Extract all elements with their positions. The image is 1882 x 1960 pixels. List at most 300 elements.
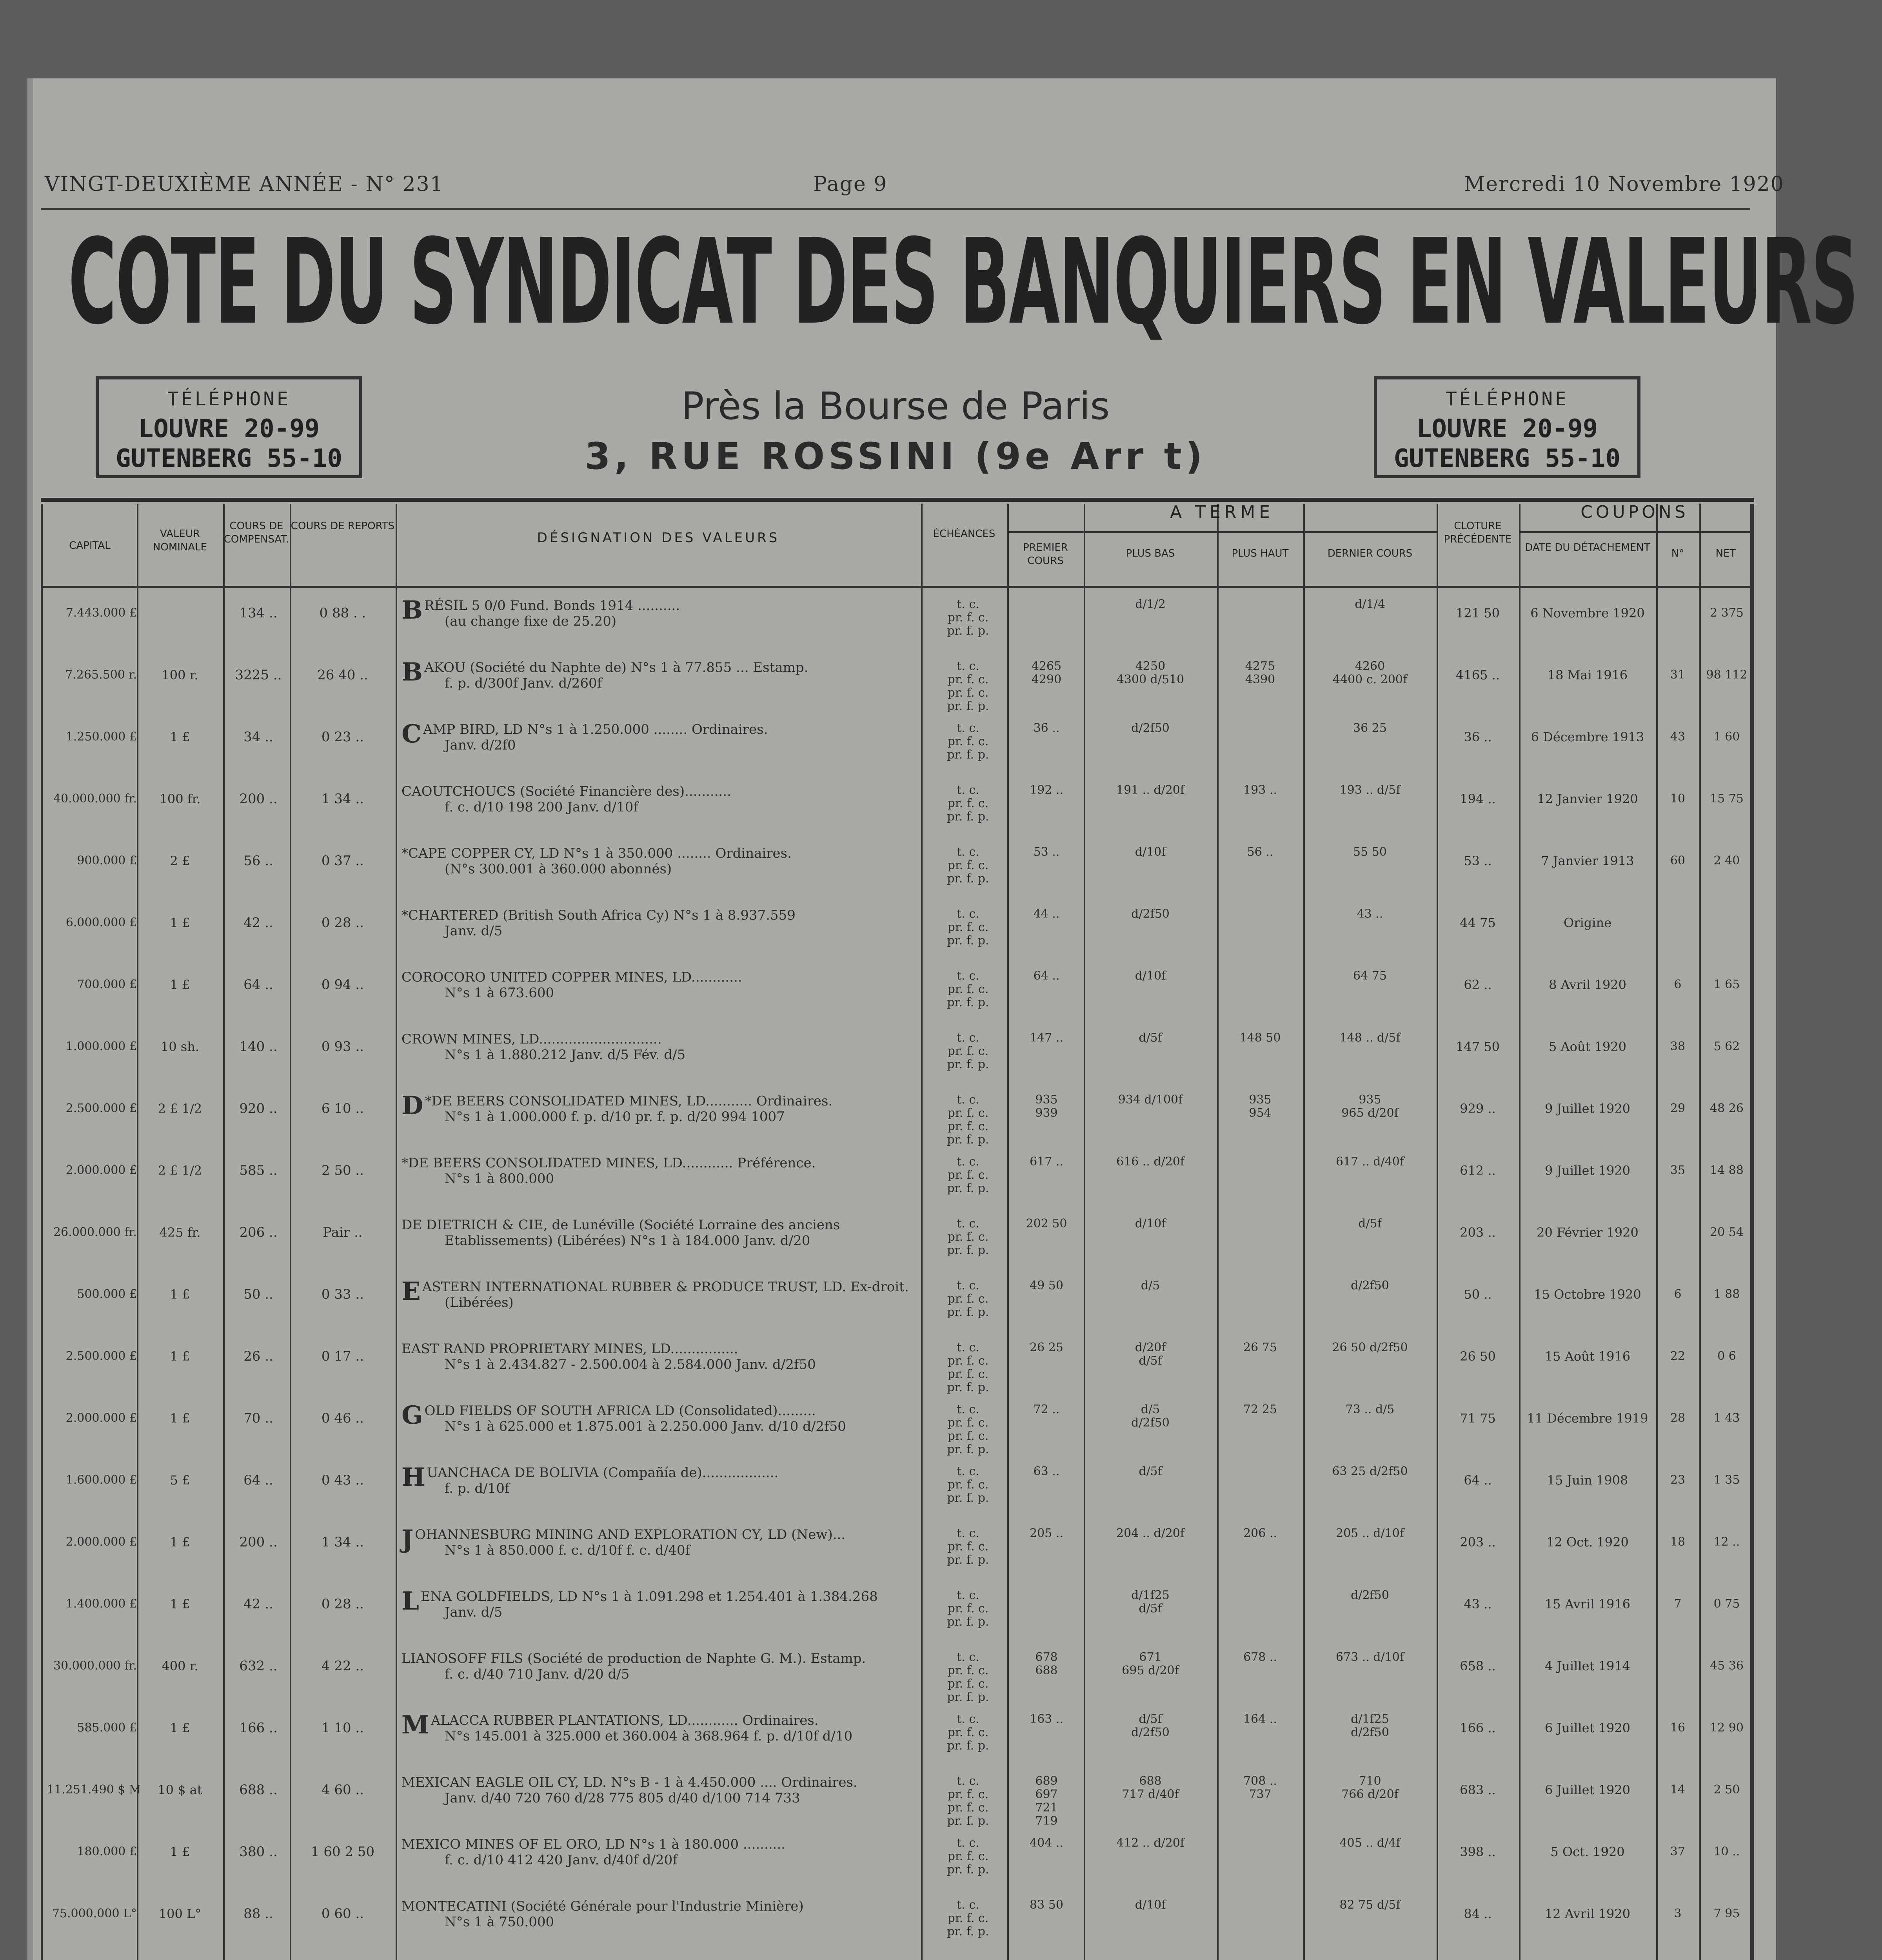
col-designation: DÉSIGNATION DES VALEURS xyxy=(537,530,780,546)
cell-coupon-numero: 37 xyxy=(1670,1845,1686,1858)
cell-capital: 2.000.000 £ xyxy=(65,1411,137,1425)
designation-details: (au change fixe de 25.20) xyxy=(445,613,617,629)
table-row xyxy=(43,1465,1752,1527)
cell-cloture: 612 .. xyxy=(1460,1163,1496,1178)
table-row xyxy=(43,1279,1752,1341)
designation-initial: D xyxy=(401,1091,423,1120)
cell-dernier-cours: 4260 4400 c. 200f xyxy=(1332,659,1408,686)
cell-coupon-date: 8 Avril 1920 xyxy=(1549,977,1626,992)
cell-coupon-date: 6 Décembre 1913 xyxy=(1531,730,1644,744)
cell-capital: 1.600.000 £ xyxy=(65,1473,137,1487)
cell-coupon-numero: 22 xyxy=(1670,1349,1686,1363)
cell-coupon-net: 48 26 xyxy=(1710,1102,1744,1115)
table-row xyxy=(43,784,1752,846)
table-row xyxy=(43,1217,1752,1279)
cell-coupon-date: 9 Juillet 1920 xyxy=(1544,1163,1631,1178)
cell-plus-bas: d/5f d/2f50 xyxy=(1131,1712,1170,1739)
col-plus-bas: PLUS BAS xyxy=(1126,548,1175,559)
a-terme-rule xyxy=(1007,531,1437,533)
cell-coupon-date: 11 Décembre 1919 xyxy=(1527,1411,1648,1426)
cell-plus-bas: d/5 d/2f50 xyxy=(1131,1403,1170,1430)
designation-name: EAST RAND PROPRIETARY MINES, LD................ xyxy=(401,1341,738,1357)
cell-cours-compensation: 64 .. xyxy=(243,977,273,993)
cell-coupon-numero: 38 xyxy=(1670,1040,1686,1053)
cell-echeances: t. c. pr. f. c. pr. f. p. xyxy=(947,1526,989,1567)
cell-echeances: t. c. pr. f. c. pr. f. c. pr. f. p. xyxy=(947,1341,989,1394)
cell-valeur-nominale: 1 £ xyxy=(170,1720,190,1735)
cell-coupon-numero: 43 xyxy=(1670,730,1686,744)
cell-dernier-cours: 193 .. d/5f xyxy=(1339,783,1401,797)
cell-designation xyxy=(401,1093,919,1125)
telephone-line-2: GUTENBERG 55-10 xyxy=(116,444,342,473)
col-cours-reports: COURS DE REPORTS xyxy=(291,520,395,532)
designation-details: N°s 145.001 à 325.000 et 360.004 à 368.964 f. p. d/10f d/10 xyxy=(445,1728,853,1744)
designation-name: *CHARTERED (British South Africa Cy) N°s 1 à 8.937.559 xyxy=(401,907,796,923)
cell-designation xyxy=(401,1279,919,1310)
cell-dernier-cours: 36 25 xyxy=(1353,721,1387,735)
telephone-line-1: LOUVRE 20-99 xyxy=(1416,414,1598,443)
cell-echeances: t. c. pr. f. c. pr. f. p. xyxy=(947,721,989,762)
cell-premier-cours: 935 939 xyxy=(1035,1093,1058,1120)
cell-cloture: 203 .. xyxy=(1460,1535,1496,1550)
cell-echeances: t. c. pr. f. c. pr. f. p. xyxy=(947,1217,989,1257)
cell-coupon-net: 12 90 xyxy=(1710,1721,1744,1735)
header-rule xyxy=(41,208,1750,210)
cell-designation xyxy=(401,1775,919,1806)
cell-dernier-cours: 82 75 d/5f xyxy=(1339,1898,1401,1912)
designation-details: N°s 1 à 850.000 f. c. d/10f f. c. d/40f xyxy=(445,1543,690,1558)
designation-details: f. c. d/40 710 Janv. d/20 d/5 xyxy=(445,1666,630,1682)
cell-coupon-date: 18 Mai 1916 xyxy=(1547,668,1628,682)
designation-details: N°s 1 à 625.000 et 1.875.001 à 2.250.000 Janv. d/10 d/2f50 xyxy=(445,1419,846,1434)
telephone-label: TÉLÉPHONE xyxy=(167,388,291,410)
cell-cloture: 36 .. xyxy=(1464,730,1492,744)
designation-details: Janv. d/40 720 760 d/28 775 805 d/40 d/100 714 733 xyxy=(445,1790,800,1806)
cell-plus-bas: d/5f xyxy=(1139,1465,1162,1478)
col-net: NET xyxy=(1715,548,1736,559)
cell-dernier-cours: 148 .. d/5f xyxy=(1339,1031,1401,1045)
cell-cours-reports: 0 37 .. xyxy=(321,853,364,869)
cell-coupon-net: 45 36 xyxy=(1710,1659,1744,1673)
cell-premier-cours: 689 697 721 719 xyxy=(1035,1774,1058,1828)
col-valeur: VALEUR NOMINALE xyxy=(153,528,207,553)
cell-cours-compensation: 140 .. xyxy=(239,1039,278,1054)
cell-echeances: t. c. pr. f. c. pr. f. c. pr. f. p. xyxy=(947,1650,989,1704)
cell-echeances: t. c. pr. f. c. pr. f. c. pr. f. p. xyxy=(947,1774,989,1828)
cell-capital: 1.400.000 £ xyxy=(65,1597,137,1611)
cell-echeances: t. c. pr. f. c. pr. f. p. xyxy=(947,1712,989,1753)
designation-name: RÉSIL 5 0/0 Fund. Bonds 1914 .......... xyxy=(424,598,680,613)
cell-valeur-nominale: 425 fr. xyxy=(159,1225,201,1240)
cell-cloture: 84 .. xyxy=(1464,1906,1492,1921)
cell-plus-bas: d/1f25 d/5f xyxy=(1131,1588,1170,1615)
cell-dernier-cours: 405 .. d/4f xyxy=(1339,1836,1401,1850)
cell-cloture: 26 50 xyxy=(1460,1349,1496,1364)
cell-cours-compensation: 920 .. xyxy=(239,1101,278,1116)
quotation-table xyxy=(41,504,1754,1960)
cell-cloture: 929 .. xyxy=(1460,1101,1496,1116)
cell-cours-reports: 0 46 .. xyxy=(321,1410,364,1426)
cell-cours-reports: 0 94 .. xyxy=(321,977,364,993)
cell-dernier-cours: 73 .. d/5 xyxy=(1345,1403,1395,1416)
cell-plus-haut: 56 .. xyxy=(1247,845,1273,859)
designation-details: f. p. d/300f Janv. d/260f xyxy=(445,675,602,691)
cell-plus-haut: 193 .. xyxy=(1243,783,1277,797)
cell-premier-cours: 83 50 xyxy=(1030,1898,1063,1912)
cell-plus-bas: d/5 xyxy=(1141,1279,1160,1292)
cell-valeur-nominale: 100 fr. xyxy=(159,791,201,806)
cell-coupon-numero: 16 xyxy=(1670,1721,1686,1735)
cell-capital: 11.251.490 $ M xyxy=(47,1783,141,1797)
cell-cloture: 62 .. xyxy=(1464,977,1492,992)
cell-cloture: 44 75 xyxy=(1460,915,1496,930)
cell-premier-cours: 26 25 xyxy=(1030,1341,1063,1354)
table-row xyxy=(43,846,1752,907)
cell-coupon-numero: 6 xyxy=(1674,1287,1682,1301)
cell-plus-bas: d/20f d/5f xyxy=(1135,1341,1166,1368)
table-row xyxy=(43,1775,1752,1837)
cell-designation xyxy=(401,969,919,1001)
table-row xyxy=(43,1710,1752,1775)
cell-premier-cours: 404 .. xyxy=(1030,1836,1063,1850)
designation-initial: B xyxy=(401,657,423,687)
cell-dernier-cours: d/1f25 d/2f50 xyxy=(1351,1712,1389,1739)
cell-cours-reports: 2 50 .. xyxy=(321,1163,364,1178)
designation-details: f. c. d/10 198 200 Janv. d/10f xyxy=(445,799,638,815)
cell-cours-compensation: 200 .. xyxy=(239,1534,278,1550)
cell-capital: 75.000.000 L° xyxy=(52,1907,137,1920)
designation-initial: E xyxy=(401,1277,421,1306)
cell-cours-reports: 0 60 .. xyxy=(321,1906,364,1922)
cell-designation xyxy=(401,1837,919,1868)
cell-plus-bas: d/10f xyxy=(1135,845,1166,859)
cell-capital: 585.000 £ xyxy=(77,1721,137,1735)
cell-coupon-net: 98 112 xyxy=(1706,668,1748,682)
cell-capital: 2.000.000 £ xyxy=(65,1535,137,1549)
cell-plus-bas: 934 d/100f xyxy=(1118,1093,1183,1107)
cell-capital: 40.000.000 fr. xyxy=(53,792,137,806)
designation-initial: J xyxy=(401,1524,414,1554)
cell-premier-cours: 53 .. xyxy=(1033,845,1060,859)
cell-valeur-nominale: 100 r. xyxy=(162,668,198,682)
cell-cloture: 50 .. xyxy=(1464,1287,1492,1302)
cell-capital: 180.000 £ xyxy=(77,1845,137,1858)
cell-coupon-date: 12 Janvier 1920 xyxy=(1537,791,1638,806)
cell-coupon-net: 1 88 xyxy=(1713,1287,1740,1301)
designation-initial: G xyxy=(401,1401,423,1430)
cell-plus-haut: 206 .. xyxy=(1243,1526,1277,1540)
cell-cloture: 398 .. xyxy=(1460,1844,1496,1859)
cell-echeances: t. c. pr. f. c. pr. f. p. xyxy=(947,783,989,824)
cell-plus-bas: d/2f50 xyxy=(1131,721,1170,735)
cell-coupon-net: 14 88 xyxy=(1710,1163,1744,1177)
cell-echeances: t. c. pr. f. c. pr. f. p. xyxy=(947,1588,989,1629)
cell-cours-compensation: 200 .. xyxy=(239,791,278,807)
cell-cours-compensation: 42 .. xyxy=(243,915,273,931)
designation-name: ALACCA RUBBER PLANTATIONS, LD............ Ordinaires. xyxy=(431,1713,819,1728)
designation-details: f. p. d/10f xyxy=(445,1481,510,1496)
cell-premier-cours: 36 .. xyxy=(1033,721,1060,735)
cell-coupon-date: 20 Février 1920 xyxy=(1537,1225,1639,1240)
table-row xyxy=(43,1093,1752,1155)
coupons-rule xyxy=(1519,531,1752,533)
cell-coupon-date: 7 Janvier 1913 xyxy=(1541,853,1634,868)
cell-premier-cours: 163 .. xyxy=(1030,1712,1063,1726)
designation-name: MEXICO MINES OF EL ORO, LD N°s 1 à 180.000 .......... xyxy=(401,1837,785,1852)
table-row xyxy=(43,1403,1752,1465)
cell-dernier-cours: d/5f xyxy=(1358,1217,1382,1230)
designation-name: ASTERN INTERNATIONAL RUBBER & PRODUCE TRUST, LD. Ex-droit. xyxy=(422,1279,909,1295)
designation-name: AKOU (Société du Naphte de) N°s 1 à 77.855 ... Estamp. xyxy=(424,660,808,675)
cell-coupon-date: 5 Août 1920 xyxy=(1549,1039,1626,1054)
cell-valeur-nominale: 2 £ 1/2 xyxy=(158,1101,202,1116)
cell-cours-compensation: 380 .. xyxy=(239,1844,278,1860)
cell-coupon-numero: 10 xyxy=(1670,792,1686,806)
cell-coupon-net: 1 35 xyxy=(1713,1473,1740,1487)
designation-initial: M xyxy=(401,1710,429,1740)
cell-cours-compensation: 632 .. xyxy=(239,1658,278,1674)
cell-premier-cours: 4265 4290 xyxy=(1031,659,1062,686)
cell-designation xyxy=(401,1341,919,1372)
cell-cours-reports: 4 22 .. xyxy=(321,1658,364,1674)
cell-cours-compensation: 70 .. xyxy=(243,1410,273,1426)
cell-designation xyxy=(401,846,919,877)
cell-designation xyxy=(401,1403,919,1434)
cell-coupon-date: 6 Juillet 1920 xyxy=(1544,1720,1631,1735)
designation-initial: B xyxy=(401,595,423,625)
cell-cours-reports: 0 17 .. xyxy=(321,1348,364,1364)
cell-coupon-date: Origine xyxy=(1563,915,1612,930)
table-row xyxy=(43,719,1752,784)
cell-coupon-date: 15 Août 1916 xyxy=(1544,1349,1631,1364)
cell-coupon-date: 6 Novembre 1920 xyxy=(1530,606,1645,621)
cell-plus-haut: 4275 4390 xyxy=(1245,659,1275,686)
cell-capital: 2.500.000 £ xyxy=(65,1349,137,1363)
cell-valeur-nominale: 400 r. xyxy=(162,1659,198,1673)
cell-designation xyxy=(401,719,919,753)
page-title: COTE DU SYNDICAT DES BANQUIERS EN VALEURS xyxy=(68,214,1858,350)
cell-plus-haut: 72 25 xyxy=(1243,1403,1277,1416)
cell-capital: 6.000.000 £ xyxy=(65,916,137,929)
cell-cours-compensation: 166 .. xyxy=(239,1720,278,1736)
cell-plus-haut: 26 75 xyxy=(1243,1341,1277,1354)
designation-details: Janv. d/2f0 xyxy=(445,737,516,753)
cell-cours-compensation: 3225 .. xyxy=(235,667,282,683)
table-row xyxy=(43,1155,1752,1217)
cell-premier-cours: 678 688 xyxy=(1035,1650,1058,1677)
cell-designation xyxy=(401,1710,919,1744)
cell-plus-bas: 671 695 d/20f xyxy=(1122,1650,1179,1677)
designation-name: *CAPE COPPER CY, LD N°s 1 à 350.000 ........ Ordinaires. xyxy=(401,846,792,861)
table-row xyxy=(43,1651,1752,1713)
cell-valeur-nominale: 1 £ xyxy=(170,1535,190,1550)
cell-cours-compensation: 688 .. xyxy=(239,1782,278,1798)
cell-plus-bas: d/2f50 xyxy=(1131,907,1170,921)
cell-coupon-numero: 23 xyxy=(1670,1473,1686,1487)
cell-designation xyxy=(401,1898,919,1930)
cell-valeur-nominale: 10 $ at xyxy=(158,1782,202,1797)
telephone-box-left xyxy=(96,376,362,478)
designation-name: MEXICAN EAGLE OIL CY, LD. N°s B - 1 à 4.450.000 .... Ordinaires. xyxy=(401,1775,857,1790)
cell-plus-bas: d/10f xyxy=(1135,1898,1166,1912)
cell-plus-bas: 412 .. d/20f xyxy=(1116,1836,1184,1850)
cell-cloture: 658 .. xyxy=(1460,1659,1496,1673)
col-echeances: ÉCHÉANCES xyxy=(933,528,995,540)
cell-valeur-nominale: 1 £ xyxy=(170,1844,190,1859)
cell-cloture: 147 50 xyxy=(1456,1039,1500,1054)
cell-valeur-nominale: 100 L° xyxy=(158,1906,202,1921)
designation-name: UANCHACA DE BOLIVIA (Compañía de).................. xyxy=(427,1465,779,1481)
telephone-line-1: LOUVRE 20-99 xyxy=(138,414,320,443)
cell-premier-cours: 44 .. xyxy=(1033,907,1060,921)
cell-plus-bas: 204 .. d/20f xyxy=(1116,1526,1184,1540)
cell-coupon-date: 15 Juin 1908 xyxy=(1547,1473,1628,1488)
cell-premier-cours: 49 50 xyxy=(1030,1279,1063,1292)
cell-capital: 26.000.000 fr. xyxy=(53,1225,137,1239)
designation-details: (N°s 300.001 à 360.000 abonnés) xyxy=(445,861,672,877)
cell-echeances: t. c. pr. f. c. pr. f. p. xyxy=(947,1898,989,1938)
cell-coupon-date: 12 Oct. 1920 xyxy=(1546,1535,1629,1550)
cell-cours-compensation: 585 .. xyxy=(239,1163,278,1178)
cell-plus-haut: 164 .. xyxy=(1243,1712,1277,1726)
cell-dernier-cours: 64 75 xyxy=(1353,969,1387,983)
cell-cours-reports: 6 10 .. xyxy=(321,1101,364,1116)
cell-plus-bas: d/10f xyxy=(1135,969,1166,983)
cell-coupon-net: 2 375 xyxy=(1710,606,1744,620)
cell-coupon-net: 0 6 xyxy=(1717,1349,1736,1363)
cell-coupon-net: 1 43 xyxy=(1713,1411,1740,1425)
cell-coupon-numero: 28 xyxy=(1670,1411,1686,1425)
cell-capital: 2.500.000 £ xyxy=(65,1102,137,1115)
telephone-label: TÉLÉPHONE xyxy=(1445,388,1569,410)
table-row xyxy=(43,1031,1752,1093)
cell-cloture: 203 .. xyxy=(1460,1225,1496,1240)
col-dernier-cours: DERNIER COURS xyxy=(1327,548,1413,559)
cell-coupon-net: 2 40 xyxy=(1713,854,1740,867)
cell-premier-cours: 64 .. xyxy=(1033,969,1060,983)
cell-dernier-cours: 617 .. d/40f xyxy=(1336,1155,1404,1169)
col-cours-compensation: COURS DE COMPENSAT. xyxy=(223,520,289,545)
designation-name: CAOUTCHOUCS (Société Financière des)........... xyxy=(401,784,731,799)
cell-cours-reports: 1 34 .. xyxy=(321,791,364,807)
designation-name: ENA GOLDFIELDS, LD N°s 1 à 1.091.298 et 1.254.401 à 1.384.268 xyxy=(421,1589,878,1604)
cell-premier-cours: 63 .. xyxy=(1033,1465,1060,1478)
cell-dernier-cours: 26 50 d/2f50 xyxy=(1332,1341,1408,1354)
cell-coupon-numero: 14 xyxy=(1670,1783,1686,1797)
cell-cours-reports: 1 10 .. xyxy=(321,1720,364,1736)
cell-plus-bas: 616 .. d/20f xyxy=(1116,1155,1184,1169)
table-row xyxy=(43,657,1752,722)
cell-cloture: 4165 .. xyxy=(1456,668,1500,682)
cell-cours-reports: 0 28 .. xyxy=(321,915,364,931)
cell-coupon-numero: 29 xyxy=(1670,1102,1686,1115)
cell-echeances: t. c. pr. f. c. pr. f. c. pr. f. p. xyxy=(947,1093,989,1147)
designation-initial: H xyxy=(401,1463,425,1492)
cell-premier-cours: 202 50 xyxy=(1026,1217,1067,1230)
cell-cours-reports: 4 60 .. xyxy=(321,1782,364,1798)
subtitle: Près la Bourse de Paris xyxy=(681,384,1110,428)
cell-cours-reports: 1 34 .. xyxy=(321,1534,364,1550)
cell-cours-reports: 0 28 .. xyxy=(321,1596,364,1612)
cell-designation xyxy=(401,1651,919,1682)
cell-coupon-date: 12 Avril 1920 xyxy=(1544,1906,1631,1921)
cell-cloture: 194 .. xyxy=(1460,791,1496,806)
designation-initial: C xyxy=(401,719,421,749)
col-premier-cours: PREMIER COURS xyxy=(1023,542,1068,567)
cell-cloture: 121 50 xyxy=(1456,606,1500,621)
telephone-line-2: GUTENBERG 55-10 xyxy=(1394,444,1620,473)
designation-name: MONTECATINI (Société Générale pour l'Industrie Minière) xyxy=(401,1898,804,1914)
cell-capital: 1.250.000 £ xyxy=(65,730,137,744)
cell-designation xyxy=(401,595,919,629)
cell-cloture: 64 .. xyxy=(1464,1473,1492,1488)
issue-number: VINGT-DEUXIÈME ANNÉE - N° 231 xyxy=(45,172,444,196)
cell-designation xyxy=(401,907,919,939)
cell-capital: 7.443.000 £ xyxy=(65,606,137,620)
cell-designation xyxy=(401,1524,919,1558)
cell-cours-reports: 0 88 . . xyxy=(319,605,366,621)
cell-valeur-nominale: 1 £ xyxy=(170,1349,190,1364)
cell-dernier-cours: 43 .. xyxy=(1357,907,1383,921)
designation-details: (Libérées) xyxy=(445,1295,514,1310)
header-bottom-rule xyxy=(43,586,1752,588)
cell-echeances: t. c. pr. f. c. pr. f. p. xyxy=(947,969,989,1009)
cell-premier-cours: 192 .. xyxy=(1030,783,1063,797)
cell-cours-reports: Pair .. xyxy=(323,1225,363,1240)
designation-details: N°s 1 à 750.000 xyxy=(445,1914,554,1930)
cell-cloture: 53 .. xyxy=(1464,853,1492,868)
cell-plus-bas: 688 717 d/40f xyxy=(1122,1774,1179,1801)
table-top-rule xyxy=(41,498,1754,502)
cell-cours-reports: 0 33 .. xyxy=(321,1287,364,1302)
cell-cloture: 166 .. xyxy=(1460,1720,1496,1735)
cell-capital: 1.000.000 £ xyxy=(65,1040,137,1053)
cell-cours-compensation: 56 .. xyxy=(243,853,273,869)
cell-capital: 700.000 £ xyxy=(77,978,137,991)
cell-echeances: t. c. pr. f. c. pr. f. p. xyxy=(947,907,989,947)
cell-cours-compensation: 50 .. xyxy=(243,1287,273,1302)
cell-cloture: 43 .. xyxy=(1464,1597,1492,1612)
cell-coupon-net: 1 65 xyxy=(1713,978,1740,991)
cell-dernier-cours: 673 .. d/10f xyxy=(1336,1650,1404,1664)
designation-name: COROCORO UNITED COPPER MINES, LD............ xyxy=(401,969,742,985)
cell-designation xyxy=(401,1031,919,1063)
designation-name: CROWN MINES, LD............................. xyxy=(401,1031,662,1047)
designation-initial: L xyxy=(401,1586,419,1616)
cell-valeur-nominale: 5 £ xyxy=(170,1473,190,1488)
cell-coupon-date: 4 Juillet 1914 xyxy=(1544,1659,1631,1673)
cell-premier-cours: 617 .. xyxy=(1030,1155,1063,1169)
cell-designation xyxy=(401,1155,919,1187)
cell-coupon-date: 15 Octobre 1920 xyxy=(1534,1287,1641,1302)
cell-designation xyxy=(401,784,919,815)
col-plus-haut: PLUS HAUT xyxy=(1232,548,1289,559)
cell-plus-bas: 191 .. d/20f xyxy=(1116,783,1184,797)
cell-capital: 2.000.000 £ xyxy=(65,1163,137,1177)
telephone-box-right xyxy=(1374,376,1640,478)
cell-cours-compensation: 64 .. xyxy=(243,1472,273,1488)
designation-details: N°s 1 à 1.880.212 Janv. d/5 Fév. d/5 xyxy=(445,1047,686,1063)
cell-coupon-net: 15 75 xyxy=(1710,792,1744,806)
cell-coupon-date: 15 Avril 1916 xyxy=(1544,1597,1631,1612)
cell-capital: 500.000 £ xyxy=(77,1287,137,1301)
designation-name: LIANOSOFF FILS (Société de production de Naphte G. M.). Estamp. xyxy=(401,1651,866,1666)
designation-details: N°s 1 à 673.600 xyxy=(445,985,554,1001)
col-a-terme: A TERME xyxy=(1170,502,1274,522)
cell-valeur-nominale: 1 £ xyxy=(170,1287,190,1302)
cell-echeances: t. c. pr. f. c. pr. f. c. pr. f. p. xyxy=(947,659,989,713)
cell-cours-reports: 0 43 .. xyxy=(321,1472,364,1488)
